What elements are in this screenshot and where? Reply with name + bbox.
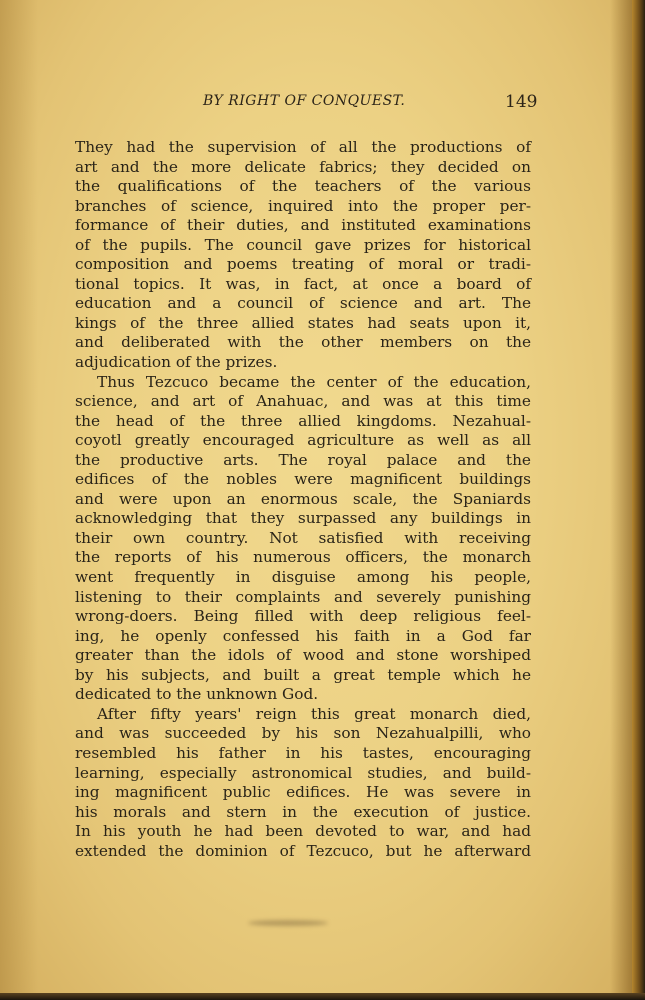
text-line: tional topics. It was, in fact, at once a board of [75,274,531,293]
text-line: formance of their duties, and instituted examinations [75,216,531,235]
paragraph-end-line: adjudication of the prizes. [75,353,278,372]
text-line: They had the supervision of all the productions of [75,138,531,156]
text-line: composition and poems treating of moral or tradi- [75,255,531,274]
text-line: the productive arts. The royal palace and the [75,450,531,469]
text-line: greater than the idols of wood and stone worshiped [75,646,531,665]
text-line: of the pupils. The council gave prizes for historical [75,235,531,254]
text-line: the head of the three allied kingdoms. Nezahual- [75,411,531,430]
text-line: acknowledging that they surpassed any buildings in [75,509,531,528]
text-line: and deliberated with the other members on the [75,333,531,352]
text-line: branches of science, inquired into the proper per- [75,196,531,215]
text-line: their own country. Not satisfied with receiving [75,528,531,547]
text-line: by his subjects, and built a great temple which he [75,665,531,684]
text-line: and was succeeded by his son Nezahualpilli, who [75,724,531,743]
paragraph-start-line: Thus Tezcuco became the center of the education, [97,372,531,391]
text-line: the qualifications of the teachers of the various [75,177,531,196]
text-line: and were upon an enormous scale, the Spaniards [75,489,531,508]
text-line: science, and art of Anahuac, and was at this time [75,392,531,411]
text-line: art and the more delicate fabrics; they decided on [75,157,531,176]
text-line: ing magnificent public edifices. He was severe in [75,783,531,802]
text-line: went frequently in disguise among his people, [75,568,531,587]
text-line: extended the dominion of Tezcuco, but he afterward [75,841,531,860]
paragraph-end-line: dedicated to the unknown God. [75,685,319,704]
text-line: the reports of his numerous officers, the monarch [75,548,531,567]
text-line: wrong-doers. Being filled with deep religious feel- [75,607,531,626]
text-line: resembled his father in his tastes, encouraging [75,743,531,762]
page-edge [632,0,645,1000]
text-line: edifices of the nobles were magnificent buildings [75,470,531,489]
text-line: kings of the three allied states had seats upon it, [75,313,531,332]
text-line: coyotl greatly encouraged agriculture as well as all [75,431,531,450]
text-line: his morals and stern in the execution of justice. [75,802,531,821]
bottom-edge [0,993,645,1000]
text-line: ing, he openly confessed his faith in a God far [75,626,531,645]
text-line: In his youth he had been devoted to war, and had [75,822,531,841]
text-line: learning, especially astronomical studies, and build- [75,763,531,782]
paper-smudge [248,920,328,926]
paragraph-start-line: After fifty years' reign this great monarch died, [97,704,531,723]
page-number: 149 [505,92,538,112]
text-line: education and a council of science and art. The [75,294,531,313]
body-text [75,138,531,861]
text-line: listening to their complaints and severely punishing [75,587,531,606]
running-head: BY RIGHT OF CONQUEST. [203,93,406,109]
